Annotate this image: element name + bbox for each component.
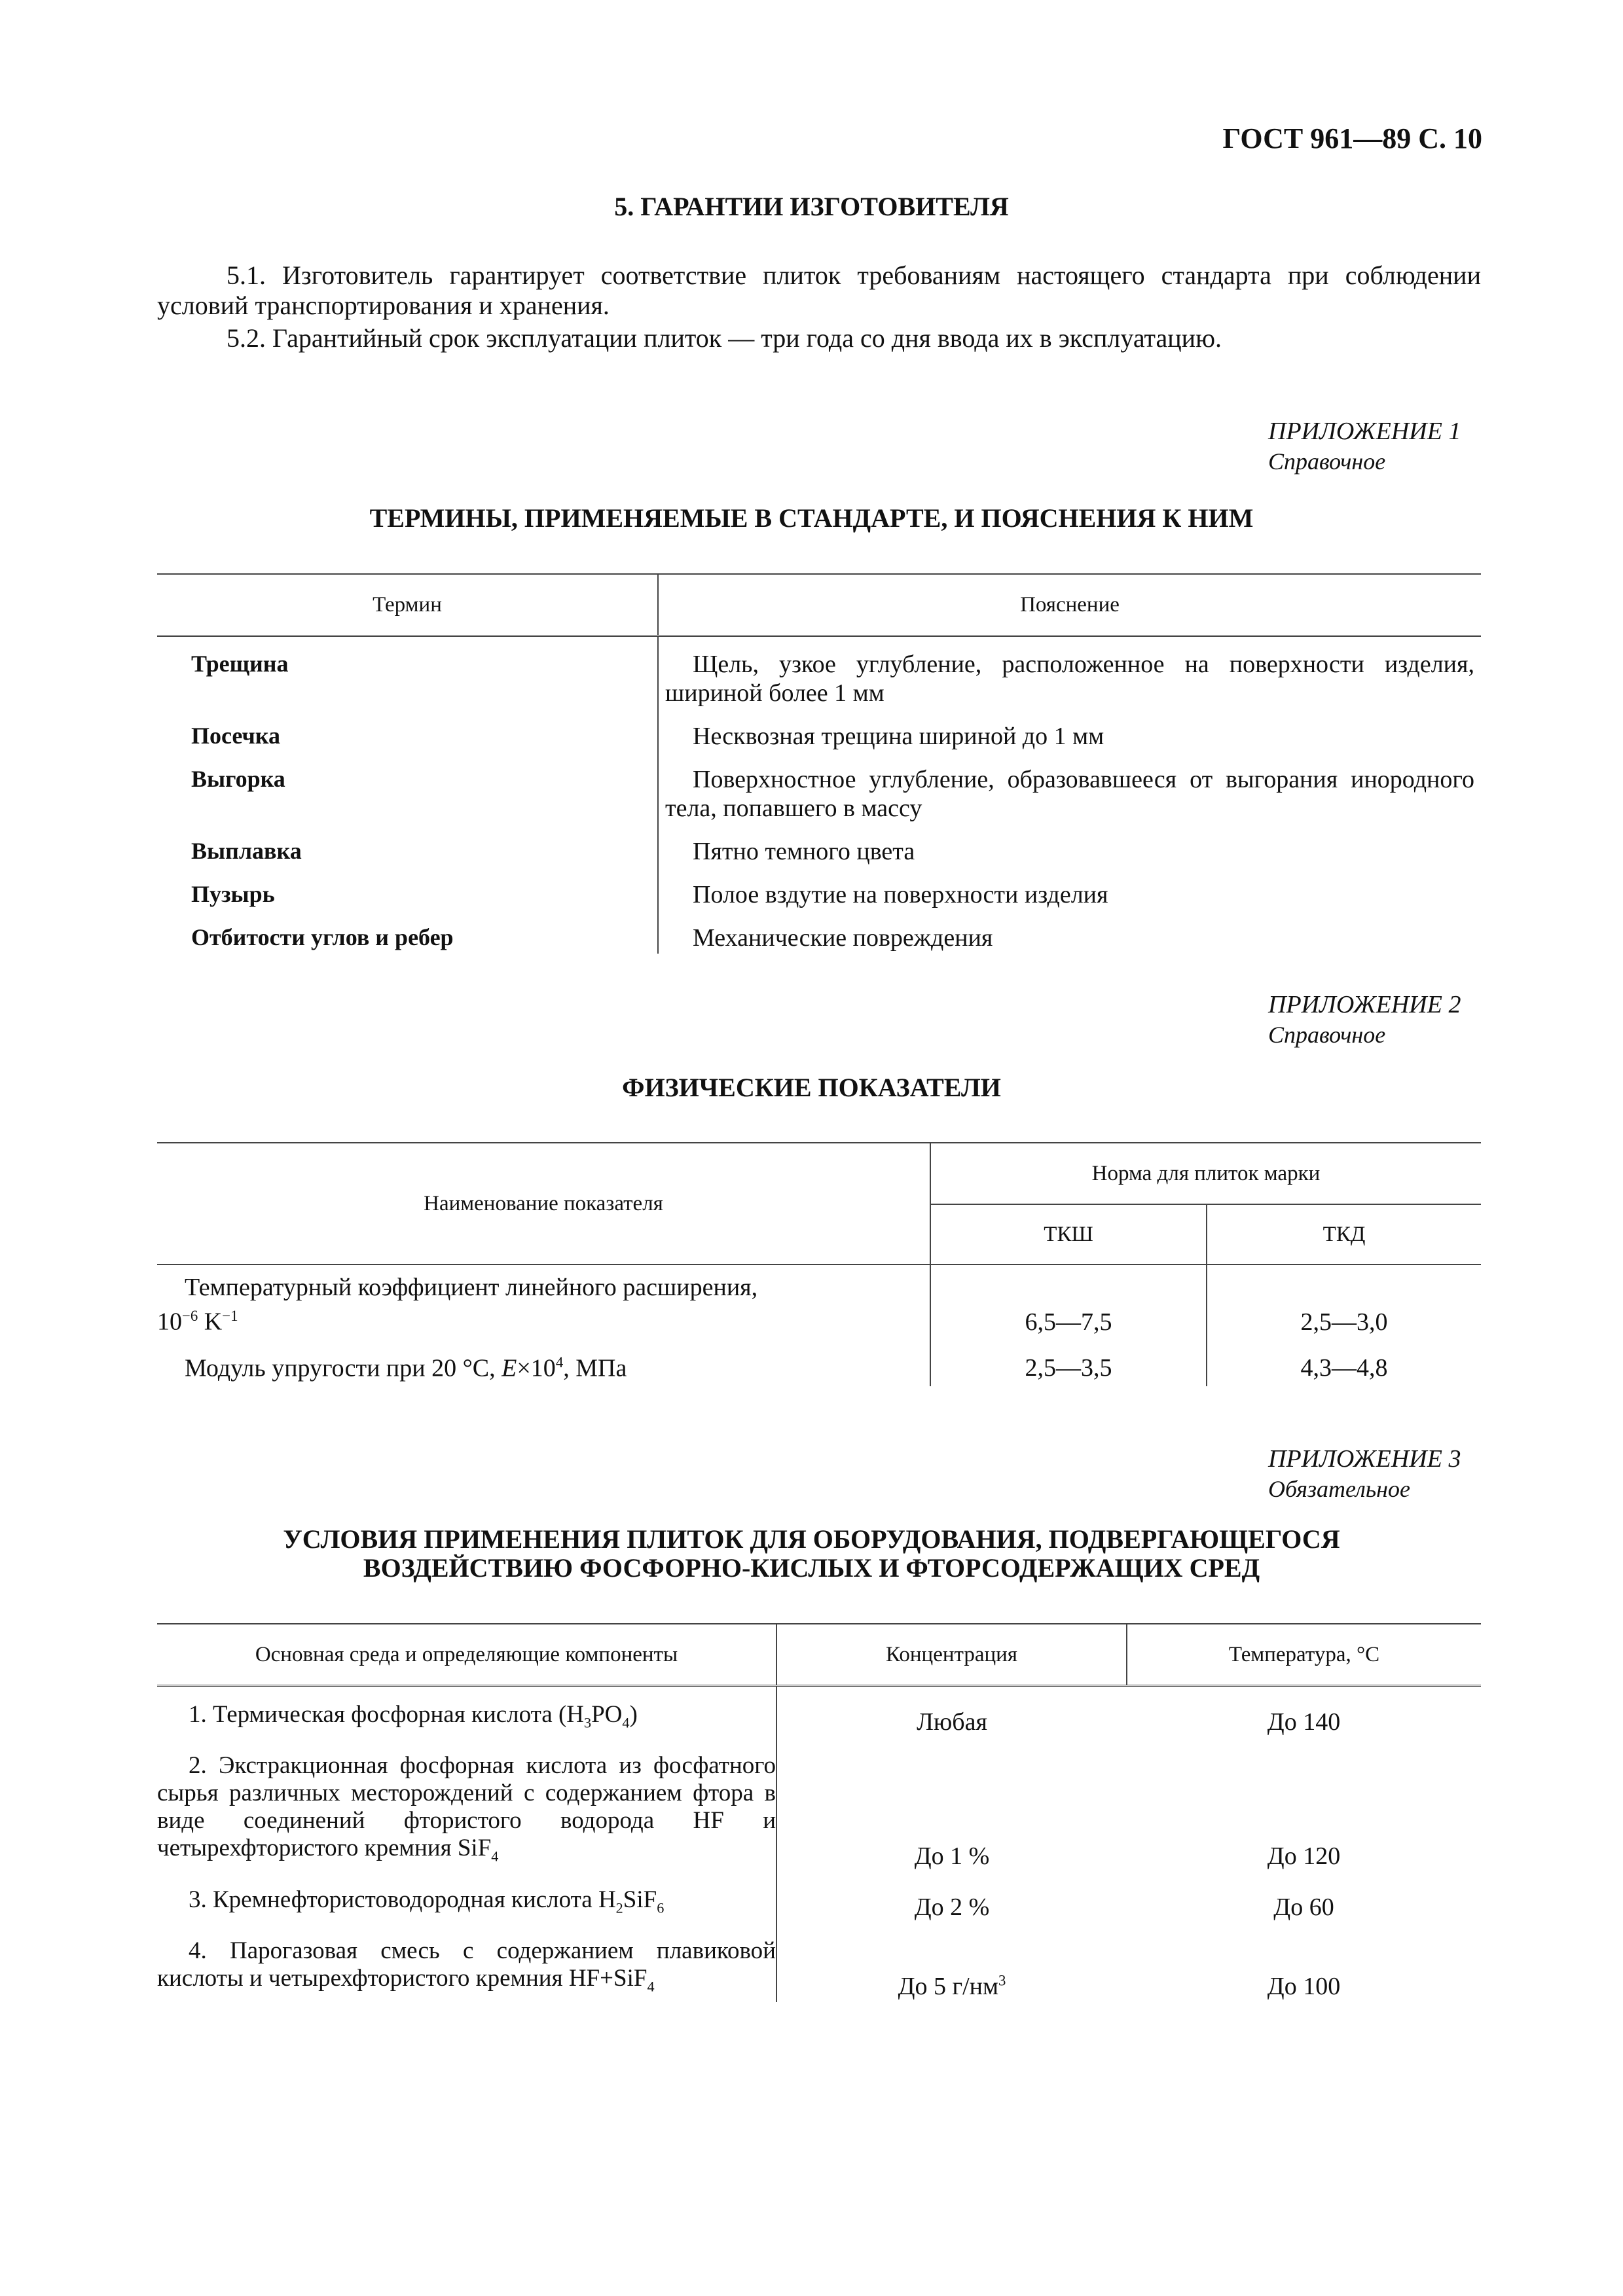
concentration-cell: До 1 %	[914, 1842, 990, 1870]
explanation-cell: Пятно темного цвета	[693, 838, 915, 865]
table-row	[157, 752, 1481, 824]
table-row	[157, 1923, 1481, 2001]
explanation-cell: Щель, узкое углубление, расположенное на поверхности изделия, шириной более 1 мм	[665, 651, 1474, 707]
temperature-cell: До 60	[1273, 1893, 1334, 1922]
column-header-concentration: Концентрация	[776, 1624, 1127, 1686]
appendix-3-title-line1: УСЛОВИЯ ПРИМЕНЕНИЯ ПЛИТОК ДЛЯ ОБОРУДОВАНИЯ, ПОДВЕРГАЮЩЕГОСЯ	[283, 1524, 1340, 1554]
explanation-cell: Поверхностное углубление, образовавшееся от выгорания инородного тела, попавшего в массу	[665, 766, 1474, 822]
temperature-cell: До 100	[1267, 1972, 1341, 2000]
column-header-norm: Норма для плиток марки	[930, 1143, 1481, 1204]
value-tksh: 6,5—7,5	[930, 1265, 1207, 1340]
physical-properties-table	[157, 1142, 1481, 1386]
table-row	[157, 910, 1481, 954]
table-row	[157, 709, 1481, 752]
terms-table	[157, 573, 1481, 954]
explanation-cell: Полое вздутие на поверхности изделия	[693, 881, 1108, 908]
term-cell: Посечка	[157, 709, 658, 752]
concentration-cell: До 5 $г/нм^3$	[898, 1971, 1006, 2000]
explanation-cell: Механические повреждения	[693, 924, 993, 952]
appendix-label: ПРИЛОЖЕНИЕ 2	[1268, 991, 1461, 1018]
appendix-label: ПРИЛОЖЕНИЕ 1	[1268, 418, 1461, 445]
term-cell: Пузырь	[157, 867, 658, 910]
appendix-3-label-block	[1268, 1444, 1461, 1504]
paragraph-5-1: 5.1. Изготовитель гарантирует соответствие плиток требованиям настоящего стандарта при соблюдении условий транспортирования и хранения.	[157, 260, 1481, 320]
term-cell: Трещина	[157, 636, 658, 709]
term-cell: Выгорка	[157, 752, 658, 824]
page-header: ГОСТ 961—89 С. 10	[1222, 122, 1482, 154]
appendix-1-title: ТЕРМИНЫ, ПРИМЕНЯЕМЫЕ В СТАНДАРТЕ, И ПОЯСНЕНИЯ К НИМ	[369, 503, 1254, 533]
appendix-kind: Обязательное	[1268, 1476, 1410, 1502]
column-header-tkd: ТКД	[1207, 1204, 1481, 1265]
concentration-cell: Любая	[917, 1708, 987, 1736]
table-row	[157, 1738, 1481, 1871]
appendix-2-label-block	[1268, 990, 1461, 1050]
concentration-cell: До 2 %	[914, 1893, 990, 1922]
table-header-row	[157, 1624, 1481, 1686]
value-tkd: 4,3—4,8	[1300, 1354, 1388, 1382]
column-header-environment: Основная среда и определяющие компоненты	[157, 1624, 776, 1686]
explanation-cell: Несквозная трещина шириной до 1 мм	[693, 723, 1104, 750]
value-tkd: 2,5—3,0	[1300, 1308, 1388, 1336]
table-header-row	[157, 574, 1481, 636]
property-name: Температурный коэффициент линейного расширения, $10^{-6}$ $K^{-1}$	[157, 1265, 930, 1340]
table-row	[157, 636, 1481, 709]
column-header-explanation: Пояснение	[658, 574, 1481, 636]
paragraph-5-2: 5.2. Гарантийный срок эксплуатации плиток — три года со дня ввода их в эксплуатацию.	[227, 323, 1222, 353]
environment-cell: 1. Термическая фосфорная кислота $(H_3PO_4)$	[157, 1686, 776, 1738]
environment-cell: 2. Экстракционная фосфорная кислота из фосфатного сырья различных месторождений с содержанием фтора в виде соединений фтористого водорода HF и четырехфтористого кремния SiF$_4$	[157, 1738, 776, 1871]
table-row	[157, 1340, 1481, 1387]
table-row	[157, 1872, 1481, 1923]
conditions-table	[157, 1623, 1481, 2002]
term-cell: Отбитости углов и ребер	[157, 910, 658, 954]
table-row	[157, 824, 1481, 867]
column-header-term: Термин	[157, 574, 658, 636]
temperature-cell: До 140	[1267, 1708, 1341, 1736]
table-row	[157, 1686, 1481, 1738]
appendix-1-label-block	[1268, 416, 1461, 476]
appendix-3-title-line2: ВОЗДЕЙСТВИЮ ФОСФОРНО-КИСЛЫХ И ФТОРСОДЕРЖАЩИХ СРЕД	[363, 1553, 1260, 1583]
environment-cell: 3. Кремнефтористоводородная кислота $H_2SiF_6$	[157, 1872, 776, 1923]
column-header-name: Наименование показателя	[157, 1143, 930, 1265]
table-row	[157, 867, 1481, 910]
table-row	[157, 1265, 1481, 1340]
appendix-kind: Справочное	[1268, 448, 1386, 475]
appendix-2-title: ФИЗИЧЕСКИЕ ПОКАЗАТЕЛИ	[622, 1073, 1001, 1102]
appendix-label: ПРИЛОЖЕНИЕ 3	[1268, 1445, 1461, 1473]
value-tksh: 2,5—3,5	[930, 1340, 1207, 1387]
table-header-row	[157, 1143, 1481, 1204]
appendix-kind: Справочное	[1268, 1022, 1386, 1048]
section-title: 5. ГАРАНТИИ ИЗГОТОВИТЕЛЯ	[614, 192, 1009, 221]
environment-cell: 4. Парогазовая смесь с содержанием плавиковой кислоты и четырехфтористого кремния HF+SiF$_4$	[157, 1923, 776, 2001]
column-header-temperature: Температура, °С	[1127, 1624, 1481, 1686]
term-cell: Выплавка	[157, 824, 658, 867]
temperature-cell: До 120	[1267, 1842, 1341, 1870]
property-name: Модуль упругости при 20 °С, $E\times 10^4$, МПа	[157, 1340, 930, 1387]
column-header-tksh: ТКШ	[930, 1204, 1207, 1265]
